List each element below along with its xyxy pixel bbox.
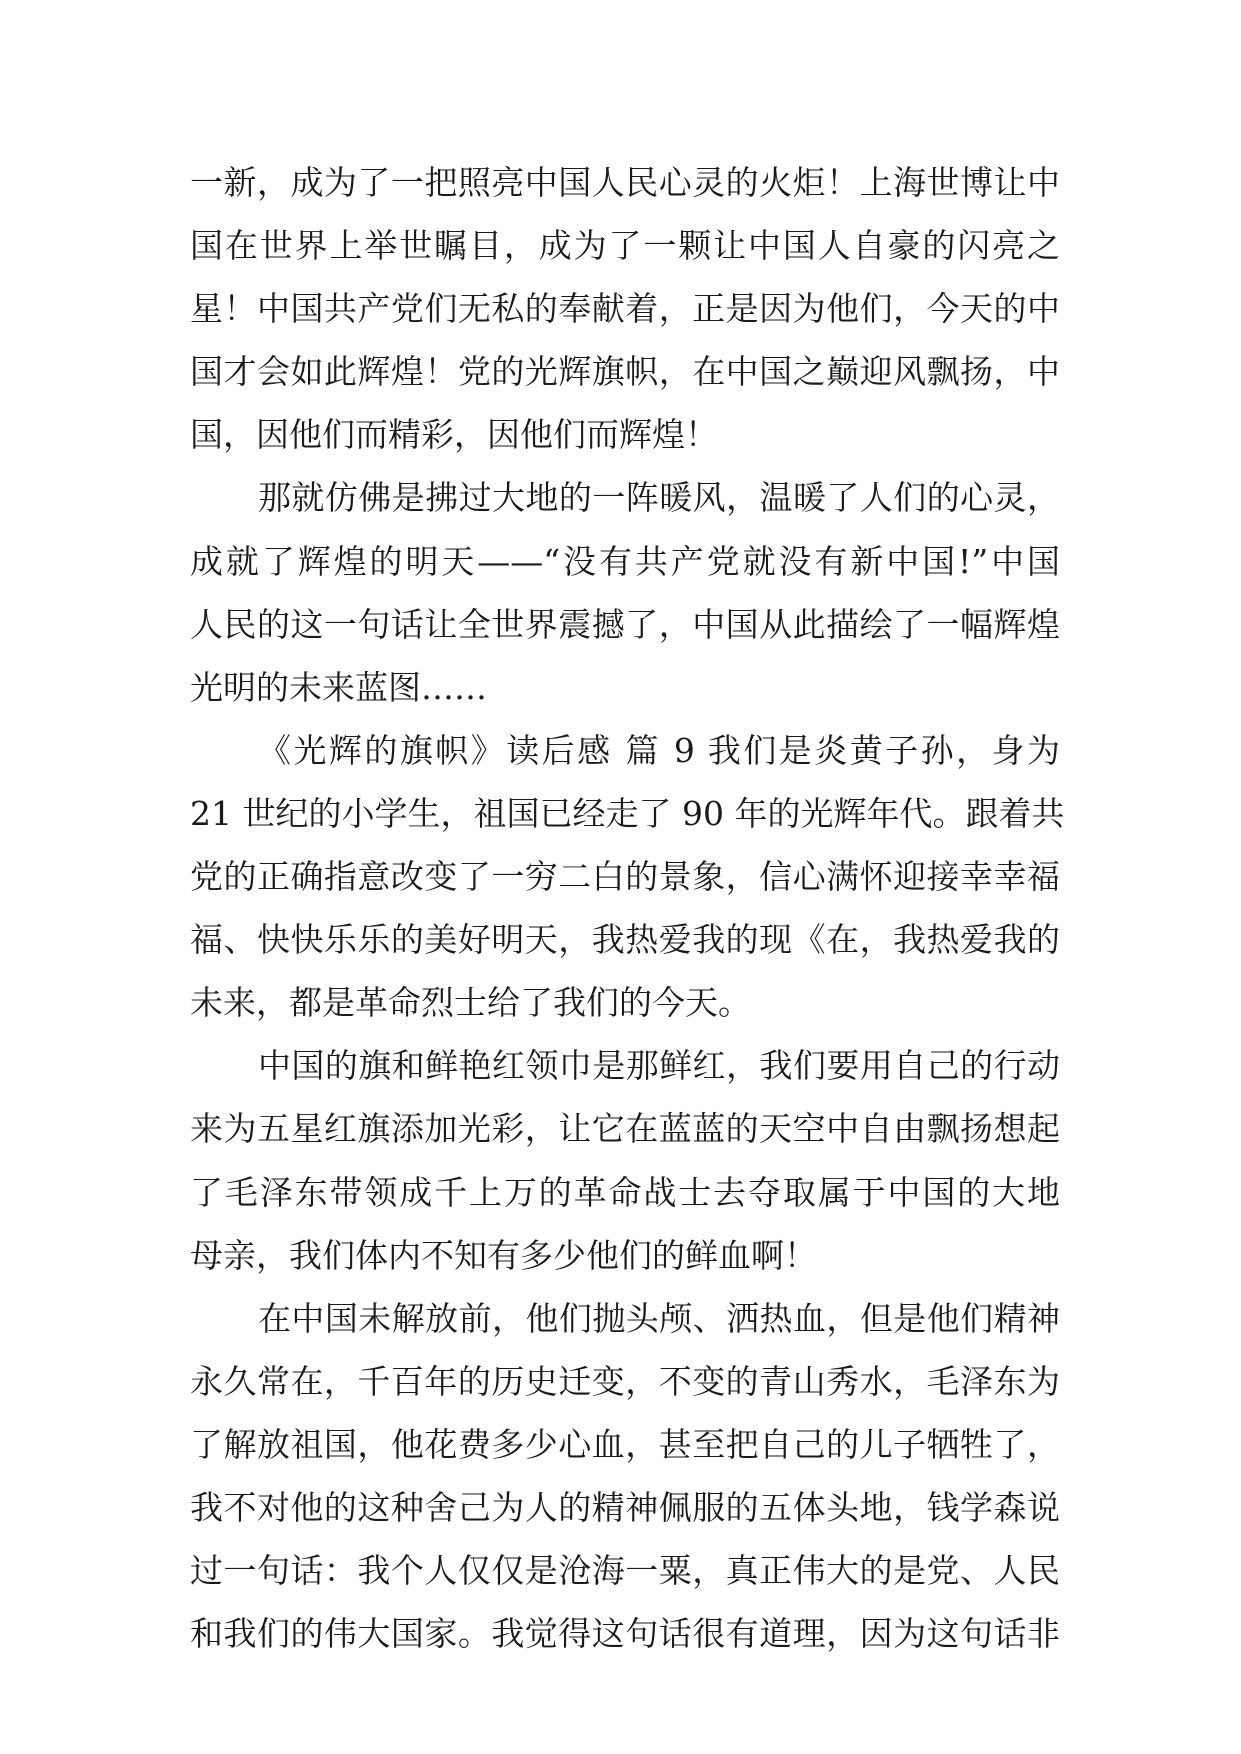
text-line: 党的正确指意改变了一穷二白的景象，信心满怀迎接幸幸福 <box>190 857 1060 897</box>
text-line: 那就仿佛是拂过大地的一阵暖风，温暖了人们的心灵， <box>258 478 1060 518</box>
text-line: 国，因他们而精彩，因他们而辉煌！ <box>190 415 718 455</box>
text-line: 了解放祖国，他花费多少心血，甚至把自己的儿子牺牲了， <box>190 1424 1060 1464</box>
text-line: 《光辉的旗帜》读后感 篇 9 我们是炎黄子孙，身为 <box>258 730 1060 770</box>
text-line: 我不对他的这种舍己为人的精神佩服的五体头地，钱学森说 <box>190 1487 1060 1527</box>
text-line: 中国的旗和鲜艳红领巾是那鲜红，我们要用自己的行动 <box>258 1046 1060 1086</box>
text-line: 21 世纪的小学生，祖国已经走了 90 年的光辉年代。跟着共 <box>190 793 1065 833</box>
text-line: 成就了辉煌的明天——“没有共产党就没有新中国!”中国 <box>190 541 1060 581</box>
document-body <box>190 151 1065 1665</box>
text-line: 来为五星红旗添加光彩，让它在蓝蓝的天空中自由飘扬想起 <box>190 1109 1060 1149</box>
text-line: 了毛泽东带领成千上万的革命战士去夺取属于中国的大地 <box>190 1172 1060 1212</box>
text-line: 国在世界上举世瞩目，成为了一颗让中国人自豪的闪亮之 <box>190 226 1060 266</box>
text-line: 人民的这一句话让全世界震撼了，中国从此描绘了一幅辉煌 <box>190 604 1060 644</box>
text-line: 国才会如此辉煌！党的光辉旗帜，在中国之巅迎风飘扬，中 <box>190 352 1060 392</box>
text-line: 光明的未来蓝图…… <box>190 667 487 707</box>
text-line: 母亲，我们体内不知有多少他们的鲜血啊！ <box>190 1235 817 1275</box>
text-line: 福、快快乐乐的美好明天，我热爱我的现《在，我热爱我的 <box>190 920 1060 960</box>
text-line: 和我们的伟大国家。我觉得这句话很有道理，因为这句话非 <box>190 1614 1060 1654</box>
text-line: 过一句话：我个人仅仅是沧海一粟，真正伟大的是党、人民 <box>190 1551 1060 1591</box>
text-line: 星！中国共产党们无私的奉献着，正是因为他们，今天的中 <box>190 289 1060 329</box>
text-line: 在中国未解放前，他们抛头颅、洒热血，但是他们精神 <box>258 1298 1060 1338</box>
text-line: 一新，成为了一把照亮中国人民心灵的火炬！上海世博让中 <box>190 163 1060 202</box>
text-line: 永久常在，千百年的历史迁变，不变的青山秀水，毛泽东为 <box>190 1361 1060 1401</box>
text-line: 未来，都是革命烈士给了我们的今天。 <box>190 983 751 1023</box>
